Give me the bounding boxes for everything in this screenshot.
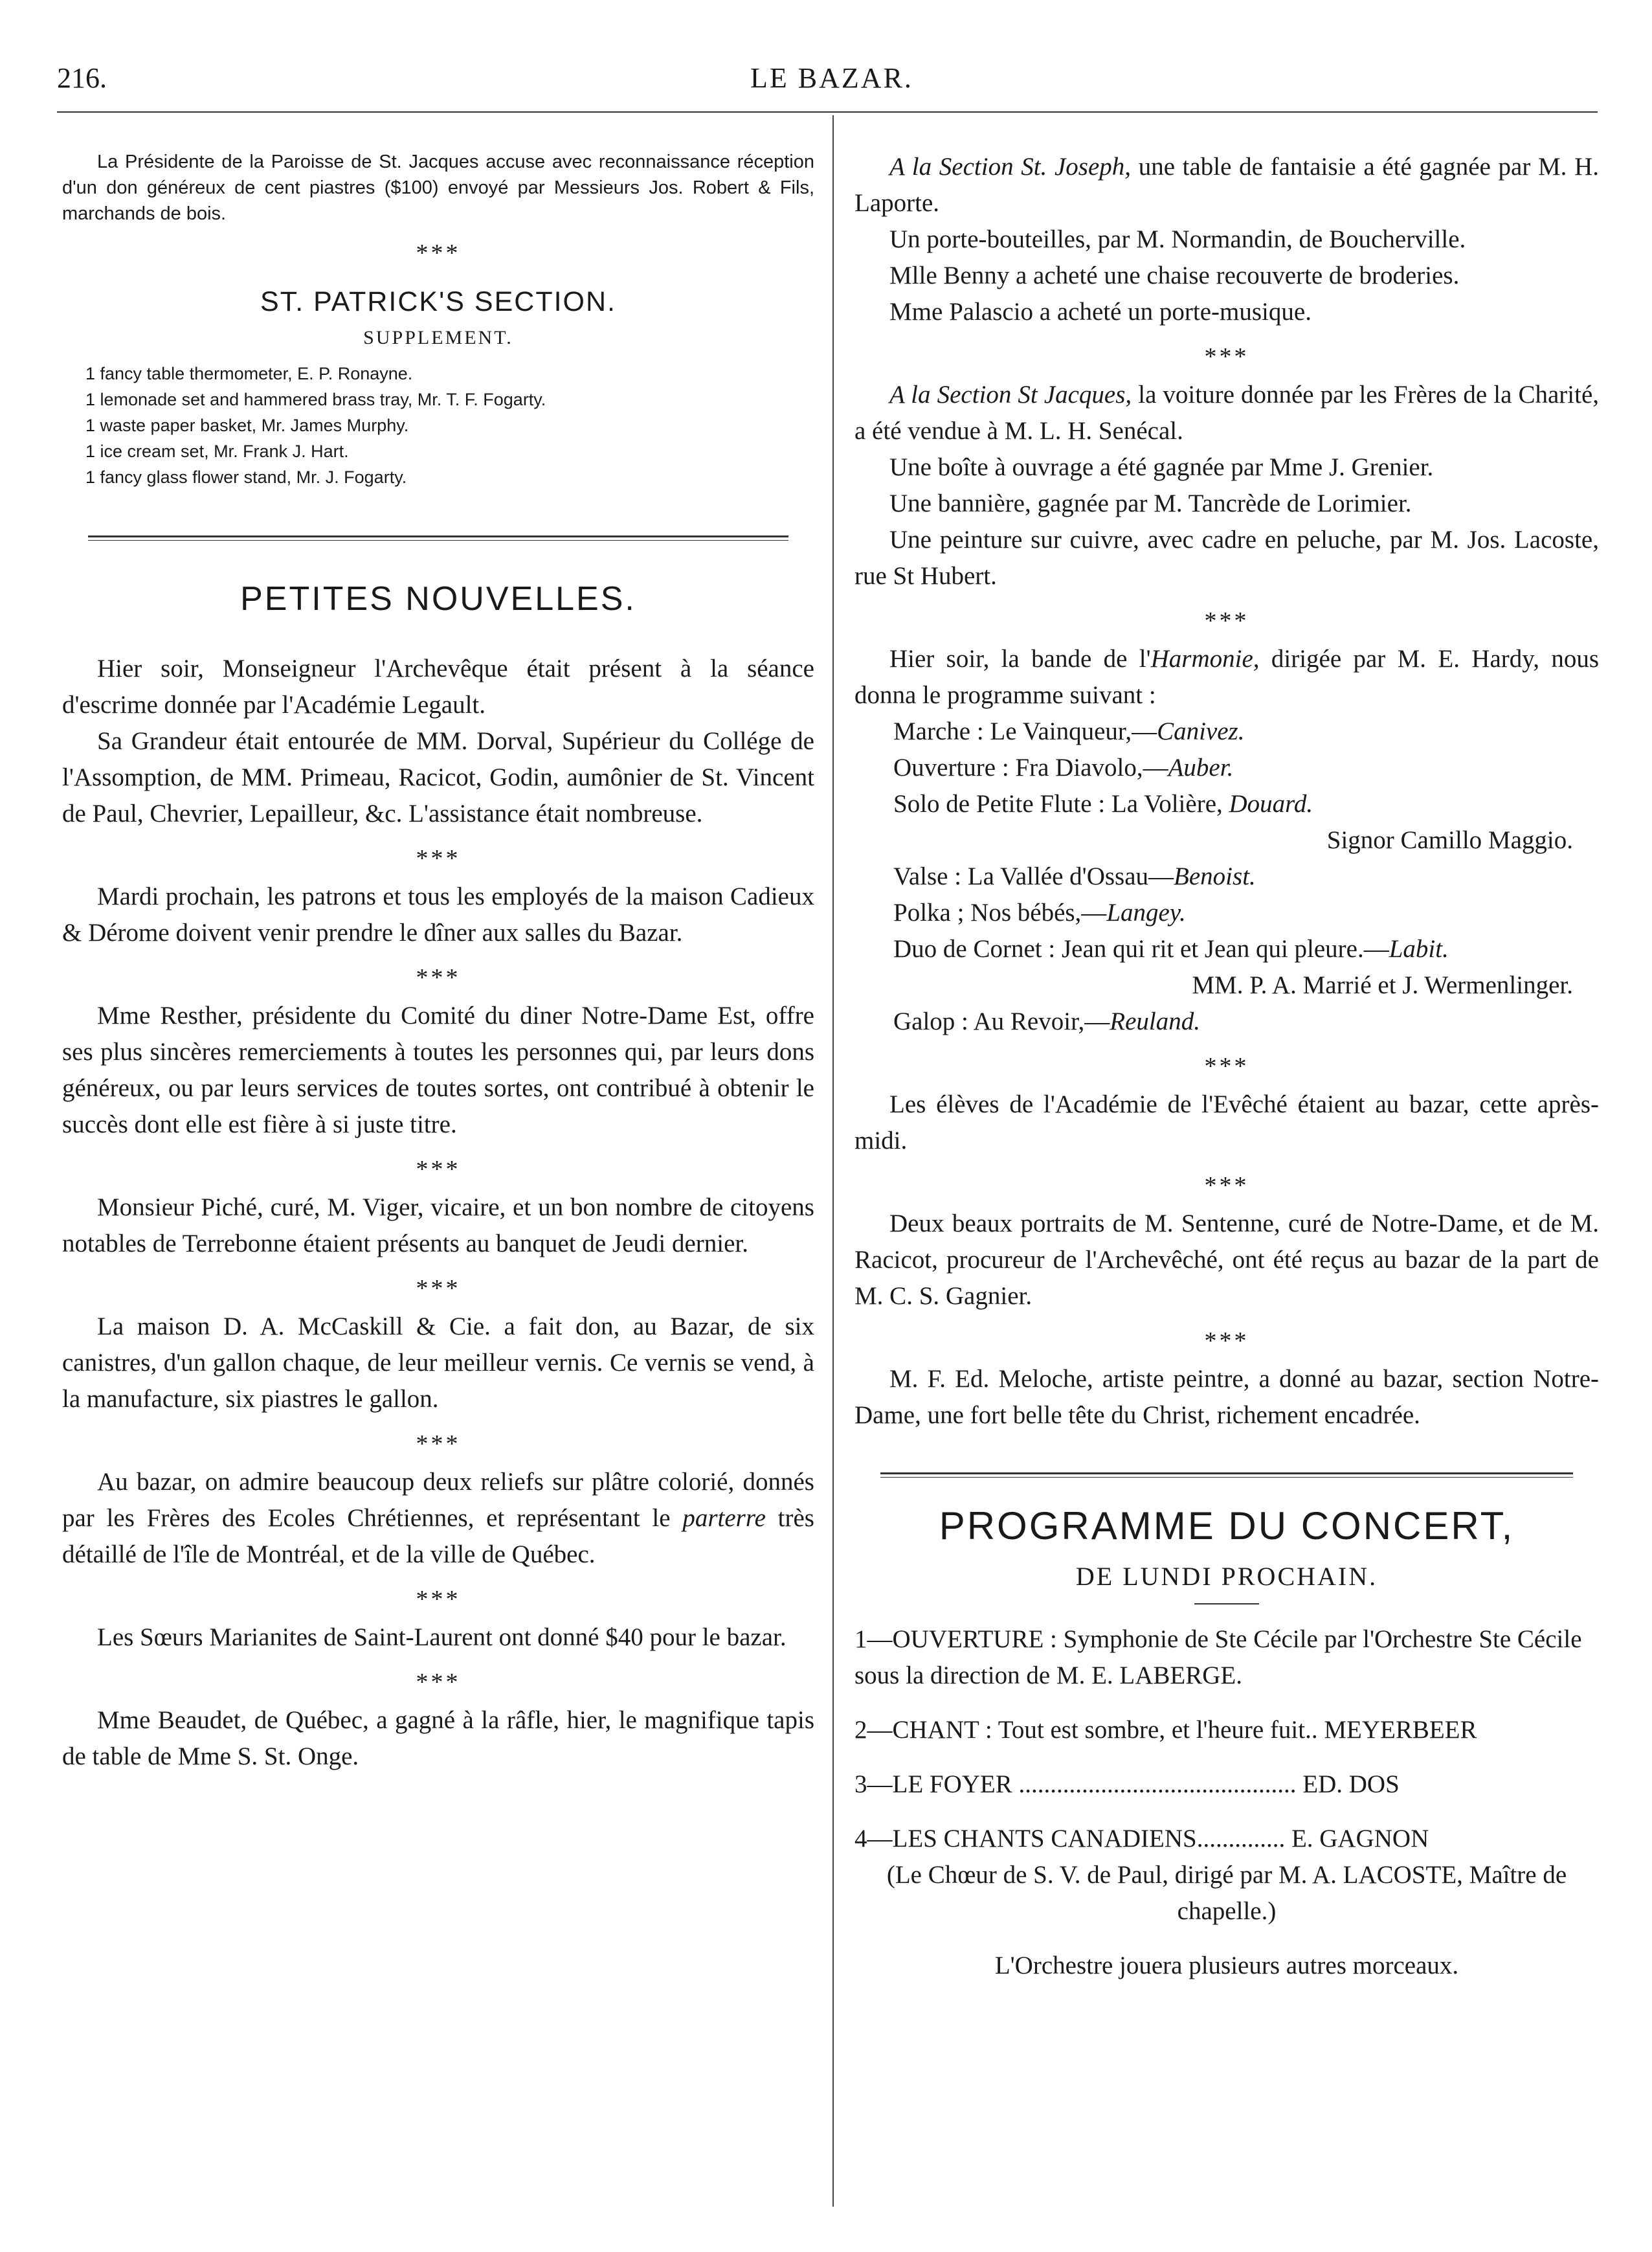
news-paragraph: Mme Resther, présidente du Comité du diner Notre-Dame Est, offre ses plus sincères remerciements à toutes les personnes qui, par leurs dons généreux, ou par leurs services de toutes sortes, ont contribué à obtenir le succès dont elle est fière à si juste titre. [62,1002,814,1138]
emphasis: A la Section St Jacques, [889,381,1132,409]
news-paragraph: La maison D. A. McCaskill & Cie. a fait don, au Bazar, de six canistres, d'un gallon chaque, de leur meilleur vernis. Ce vernis se vend, à la manufacture, six piastres le gallon. [62,1312,814,1413]
news-paragraph [854,149,1599,221]
list-item: 1 fancy table thermometer, E. P. Ronayne. [85,364,413,383]
asterism: *** [1204,607,1249,635]
news-paragraph: Mme Beaudet, de Québec, a gagné à la râfle, hier, le magnifique tapis de table de Mme S. St. Onge. [62,1706,814,1770]
supplement-subtitle: SUPPLEMENT. [363,327,513,348]
text-run: Au bazar, on admire beaucoup deux reliefs sur plâtre colorié, donnés par les Frères des Ecoles Chrétiennes, et représentant le [62,1468,814,1532]
news-paragraph: Monsieur Piché, curé, M. Viger, vicaire, et un bon nombre de citoyens notables de Terrebonne étaient présents au banquet de Jeudi dernier. [62,1193,814,1257]
news-paragraph: Mlle Benny a acheté une chaise recouverte de broderies. [889,262,1460,289]
program-piece: Duo de Cornet : Jean qui rit et Jean qui pleure.— [893,935,1389,963]
text-run: Hier soir, la bande de l' [889,645,1151,673]
section-rule [88,535,788,541]
concert-item: 3—LE FOYER ............................................ ED. DOS [854,1770,1400,1798]
news-paragraph [854,377,1599,449]
asterism: *** [416,1156,461,1183]
concert-footer: L'Orchestre jouera plusieurs autres morceaux. [994,1952,1459,1979]
concert-item: 2—CHANT : Tout est sombre, et l'heure fuit.. MEYERBEER [854,1716,1477,1744]
list-item: 1 waste paper basket, Mr. James Murphy. [85,416,409,435]
concert-program-title: PROGRAMME DU CONCERT, [939,1504,1515,1548]
news-paragraph: Deux beaux portraits de M. Sentenne, curé de Notre-Dame, et de M. Racicot, procureur de l'Archevêché, ont été reçus au bazar de la part de M. C. S. Gagnier. [854,1210,1599,1310]
supplement-list [62,361,814,490]
page-number: 216. [57,62,107,94]
list-item: 1 fancy glass flower stand, Mr. J. Fogarty. [85,467,407,487]
concert-item: 1—OUVERTURE : Symphonie de Ste Cécile par l'Orchestre Ste Cécile sous la direction de M. E. LABERGE. [854,1625,1582,1689]
news-paragraph: Une peinture sur cuivre, avec cadre en peluche, par M. Jos. Lacoste, rue St Hubert. [854,526,1599,590]
program-piece: Valse : La Vallée d'Ossau— [893,862,1174,890]
program-line [854,714,1599,750]
section-rule [880,1472,1573,1478]
program-line [854,895,1599,931]
asterism: *** [416,845,461,872]
program-piece: Galop : Au Revoir,— [893,1008,1110,1035]
running-title: LE BAZAR. [750,62,913,94]
asterism: *** [416,1275,461,1302]
program-composer: Labit. [1389,935,1449,963]
asterism: *** [1204,343,1249,370]
news-paragraph: Les élèves de l'Académie de l'Evêché étaient au bazar, cette après-midi. [854,1090,1599,1154]
emphasis: A la Section St. Joseph, [889,153,1132,181]
text-run: dirigée par M. E. Hardy, nous donna le programme suivant : [854,645,1599,709]
left-column [62,149,814,1775]
program-piece: Polka ; Nos bébés,— [893,899,1107,927]
program-line [854,786,1599,822]
asterism: *** [416,964,461,991]
news-paragraph: Une bannière, gagnée par M. Tancrède de Lorimier. [889,490,1412,517]
news-paragraph: Sa Grandeur était entourée de MM. Dorval, Supérieur du Collége de l'Assomption, de MM. Primeau, Racicot, Godin, aumônier de St. Vincent de Paul, Chevrier, Lepailleur, &c. L'assistance était nombreuse. [62,727,814,828]
column-divider [832,115,834,2207]
intro-notice: La Présidente de la Paroisse de St. Jacques accuse avec reconnaissance réception d'un don généreux de cent piastres ($100) envoyé par Messieurs Jos. Robert & Fils, marchands de bois. [62,152,814,224]
emphasis: parterre [682,1504,766,1532]
list-item: 1 lemonade set and hammered brass tray, Mr. T. F. Fogarty. [85,390,546,409]
asterism: *** [1204,1172,1249,1199]
concert-item: 4—LES CHANTS CANADIENS.............. E. GAGNON [854,1825,1429,1852]
news-paragraph: Les Sœurs Marianites de Saint-Laurent ont donné $40 pour le bazar. [97,1623,787,1651]
concert-subtitle: DE LUNDI PROCHAIN. [1075,1562,1378,1591]
program-line [854,1004,1599,1040]
list-item: 1 ice cream set, Mr. Frank J. Hart. [85,442,349,461]
program-line [854,931,1599,967]
program-cornet-players: MM. P. A. Marrié et J. Wermenlinger. [1192,971,1573,999]
asterism: *** [416,1430,461,1458]
news-paragraph [854,641,1599,714]
concert-note: (Le Chœur de S. V. de Paul, dirigé par M. A. LACOSTE, Maître de chapelle.) [886,1861,1567,1925]
program-composer: Reuland. [1110,1008,1200,1035]
program-piece: Solo de Petite Flute : La Volière, [893,790,1229,818]
program-composer: Langey. [1106,899,1186,927]
emphasis: Harmonie, [1150,645,1260,673]
right-column [854,149,1599,2002]
header-rule [57,111,1598,113]
asterism: *** [416,1669,461,1696]
asterism: *** [416,240,461,267]
asterism: *** [1204,1053,1249,1080]
asterism: *** [416,1586,461,1613]
news-paragraph: Mme Palascio a acheté un porte-musique. [889,298,1312,326]
program-composer: Douard. [1229,790,1313,818]
program-composer: Benoist. [1174,862,1256,890]
program-piece: Marche : Le Vainqueur,— [893,717,1157,745]
program-soloist: Signor Camillo Maggio. [1326,826,1573,854]
program-line [854,859,1599,895]
news-paragraph: Hier soir, Monseigneur l'Archevêque était présent à la séance d'escrime donnée par l'Académie Legault. [62,655,814,719]
program-line [854,750,1599,786]
asterism: *** [1204,1327,1249,1355]
program-composer: Auber. [1168,754,1234,782]
news-paragraph: Un porte-bouteilles, par M. Normandin, de Boucherville. [889,225,1466,253]
text-run: très détaillé de l'île de Montréal, et de la ville de Québec. [62,1504,814,1568]
petites-nouvelles-title: PETITES NOUVELLES. [240,580,636,618]
short-rule [1194,1603,1259,1605]
news-paragraph: Une boîte à ouvrage a été gagnée par Mme J. Grenier. [889,453,1434,481]
st-patrick-section-title: ST. PATRICK'S SECTION. [260,286,616,317]
program-composer: Canivez. [1157,717,1245,745]
program-piece: Ouverture : Fra Diavolo,— [893,754,1168,782]
news-paragraph: M. F. Ed. Meloche, artiste peintre, a donné au bazar, section Notre-Dame, une fort belle tête du Christ, richement encadrée. [854,1365,1599,1429]
text-run: la voiture donnée par les Frères de la Charité, a été vendue à M. L. H. Senécal. [854,381,1600,445]
news-paragraph [62,1464,814,1573]
text-run: une table de fantaisie a été gagnée par M. H. Laporte. [854,153,1599,217]
news-paragraph: Mardi prochain, les patrons et tous les employés de la maison Cadieux & Dérome doivent venir prendre le dîner aux salles du Bazar. [62,883,814,947]
